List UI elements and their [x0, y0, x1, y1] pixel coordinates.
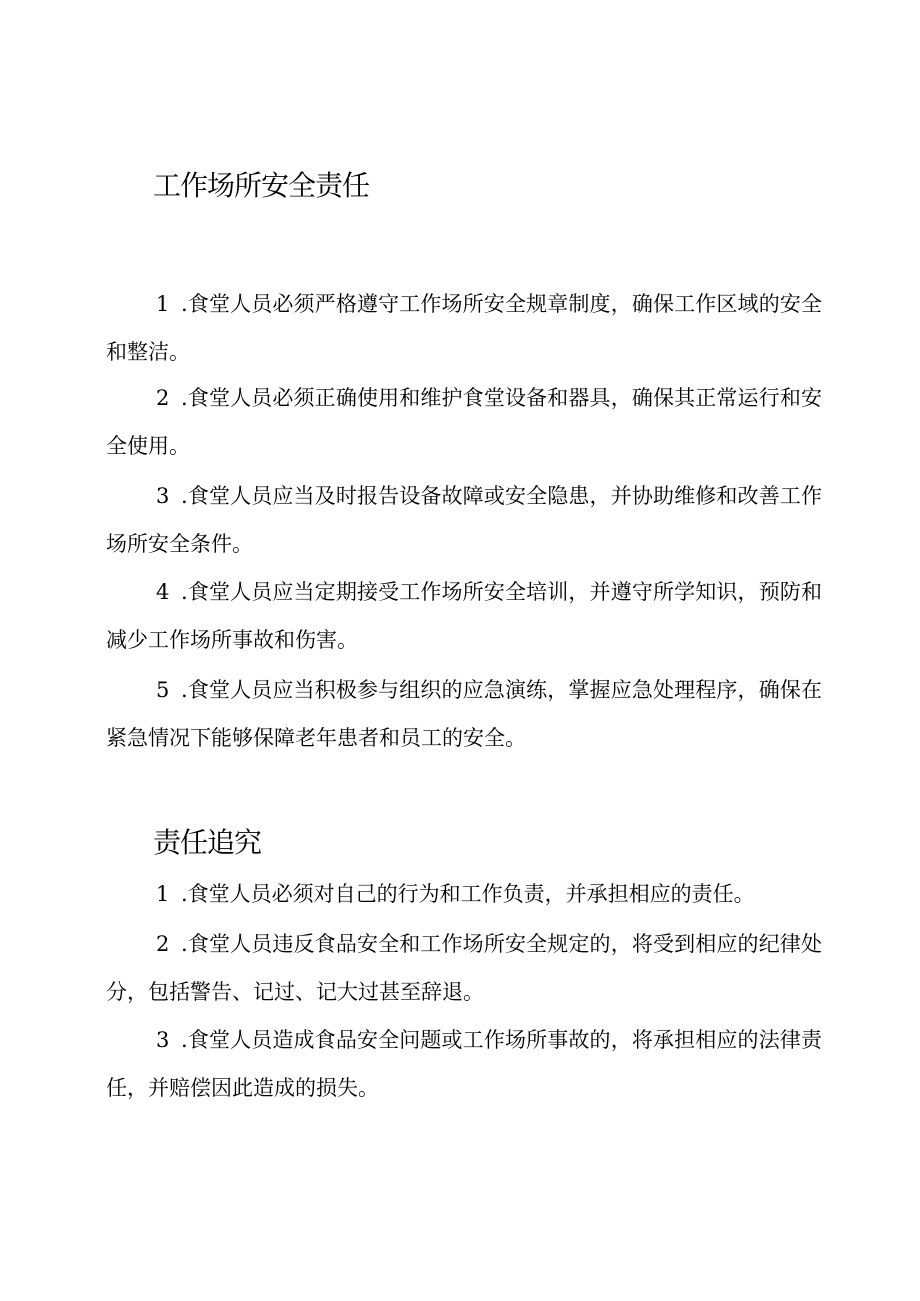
accountability-item-1 — [106, 870, 822, 918]
item-number: 4 — [156, 580, 170, 604]
item-number: 3 — [156, 1028, 170, 1052]
section-title-accountability: 责任追究 — [153, 826, 262, 859]
section-title-workplace-safety: 工作场所安全责任 — [153, 169, 370, 202]
accountability-item-2 — [106, 920, 822, 1016]
item-number: 3 — [156, 484, 170, 508]
item-number: 1 — [156, 292, 170, 316]
item-text: .食堂人员应当定期接受工作场所安全培训，并遵守所学知识，预防和减少工作场所事故和伤害。 — [106, 580, 822, 652]
workplace-safety-item-4 — [106, 568, 822, 664]
item-text: .食堂人员必须对自己的行为和工作负责，并承担相应的责任。 — [181, 882, 755, 906]
item-number: 5 — [156, 678, 170, 702]
item-text: .食堂人员必须严格遵守工作场所安全规章制度，确保工作区域的安全和整洁。 — [106, 292, 822, 364]
item-number: 2 — [156, 932, 170, 956]
workplace-safety-item-5 — [106, 666, 822, 762]
item-text: .食堂人员应当及时报告设备故障或安全隐患，并协助维修和改善工作场所安全条件。 — [106, 484, 822, 556]
item-number: 2 — [156, 386, 170, 410]
workplace-safety-item-2 — [106, 374, 822, 470]
item-text: .食堂人员应当积极参与组织的应急演练，掌握应急处理程序，确保在紧急情况下能够保障老年患者和员工的安全。 — [106, 678, 822, 750]
item-text: .食堂人员造成食品安全问题或工作场所事故的，将承担相应的法律责任，并赔偿因此造成的损失。 — [106, 1028, 822, 1100]
workplace-safety-item-3 — [106, 472, 822, 568]
accountability-item-3 — [106, 1016, 822, 1112]
workplace-safety-item-1 — [106, 280, 822, 376]
item-text: .食堂人员违反食品安全和工作场所安全规定的，将受到相应的纪律处分，包括警告、记过、记大过甚至辞退。 — [106, 932, 822, 1004]
item-number: 1 — [156, 882, 170, 906]
item-text: .食堂人员必须正确使用和维护食堂设备和器具，确保其正常运行和安全使用。 — [106, 386, 822, 458]
